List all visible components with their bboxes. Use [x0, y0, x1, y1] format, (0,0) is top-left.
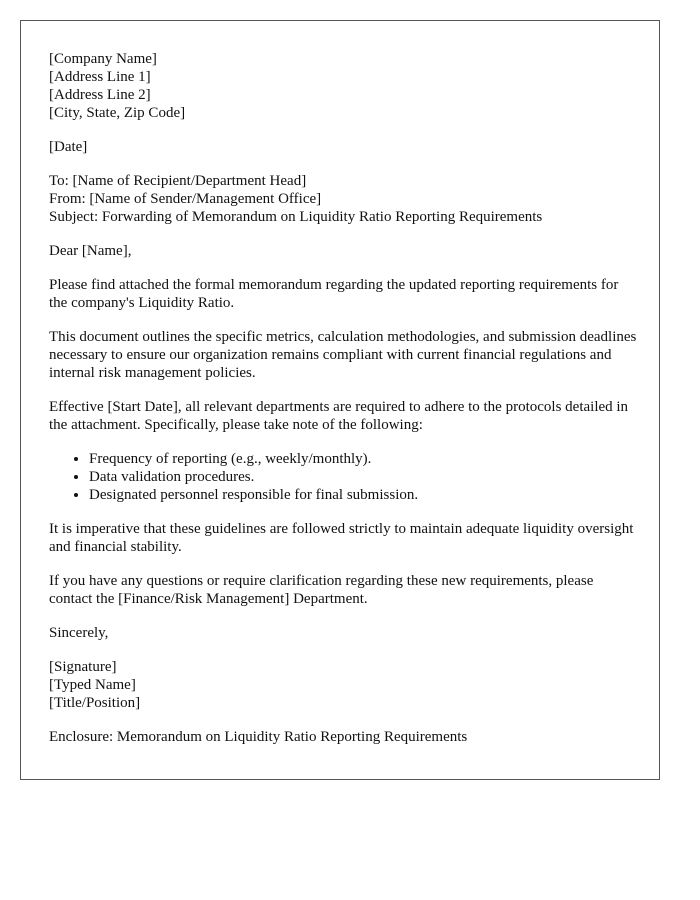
list-item: • Designated personnel responsible for final submission.	[89, 486, 639, 504]
memo-header	[49, 172, 639, 226]
body-paragraph-2: This document outlines the specific metrics, calculation methodologies, and submission deadlines necessary to ensure our organization remains compliant with current financial regulations and internal risk management policies.	[49, 329, 637, 381]
enclosure-line: Enclosure: Memorandum on Liquidity Ratio Reporting Requirements	[49, 729, 468, 745]
body-paragraph-4: It is imperative that these guidelines are followed strictly to maintain adequate liquidity oversight and financial stability.	[49, 521, 634, 555]
body-paragraph-1: Please find attached the formal memorandum regarding the updated reporting requirements for the company's Liquidity Ratio.	[49, 277, 619, 311]
signature-placeholder: [Signature]	[49, 659, 117, 675]
date-block	[49, 138, 639, 156]
address-line-1: [Address Line 1]	[49, 69, 151, 85]
list-item: • Frequency of reporting (e.g., weekly/monthly).	[89, 450, 639, 468]
requirements-list	[49, 450, 639, 504]
letter-page	[20, 20, 660, 780]
title-position: [Title/Position]	[49, 695, 141, 711]
subject-line: Subject: Forwarding of Memorandum on Liquidity Ratio Reporting Requirements	[49, 209, 543, 225]
company-name: [Company Name]	[49, 51, 157, 67]
closing: Sincerely,	[49, 625, 109, 641]
letter-date: [Date]	[49, 139, 88, 155]
body-paragraph-3: Effective [Start Date], all relevant departments are required to adhere to the protocols detailed in the attachment. Specifically, please take note of the following:	[49, 399, 629, 433]
signature-block	[49, 658, 639, 712]
list-item: • Data validation procedures.	[89, 468, 639, 486]
from-line: From: [Name of Sender/Management Office]	[49, 191, 322, 207]
letter-content	[49, 50, 639, 762]
salutation: Dear [Name],	[49, 243, 132, 259]
typed-name: [Typed Name]	[49, 677, 136, 693]
body-paragraph-5: If you have any questions or require clarification regarding these new requirements, please contact the [Finance/Risk Management] Department.	[49, 573, 594, 607]
to-line: To: [Name of Recipient/Department Head]	[49, 173, 307, 189]
city-state-zip: [City, State, Zip Code]	[49, 105, 186, 121]
sender-address-block	[49, 50, 639, 122]
address-line-2: [Address Line 2]	[49, 87, 151, 103]
